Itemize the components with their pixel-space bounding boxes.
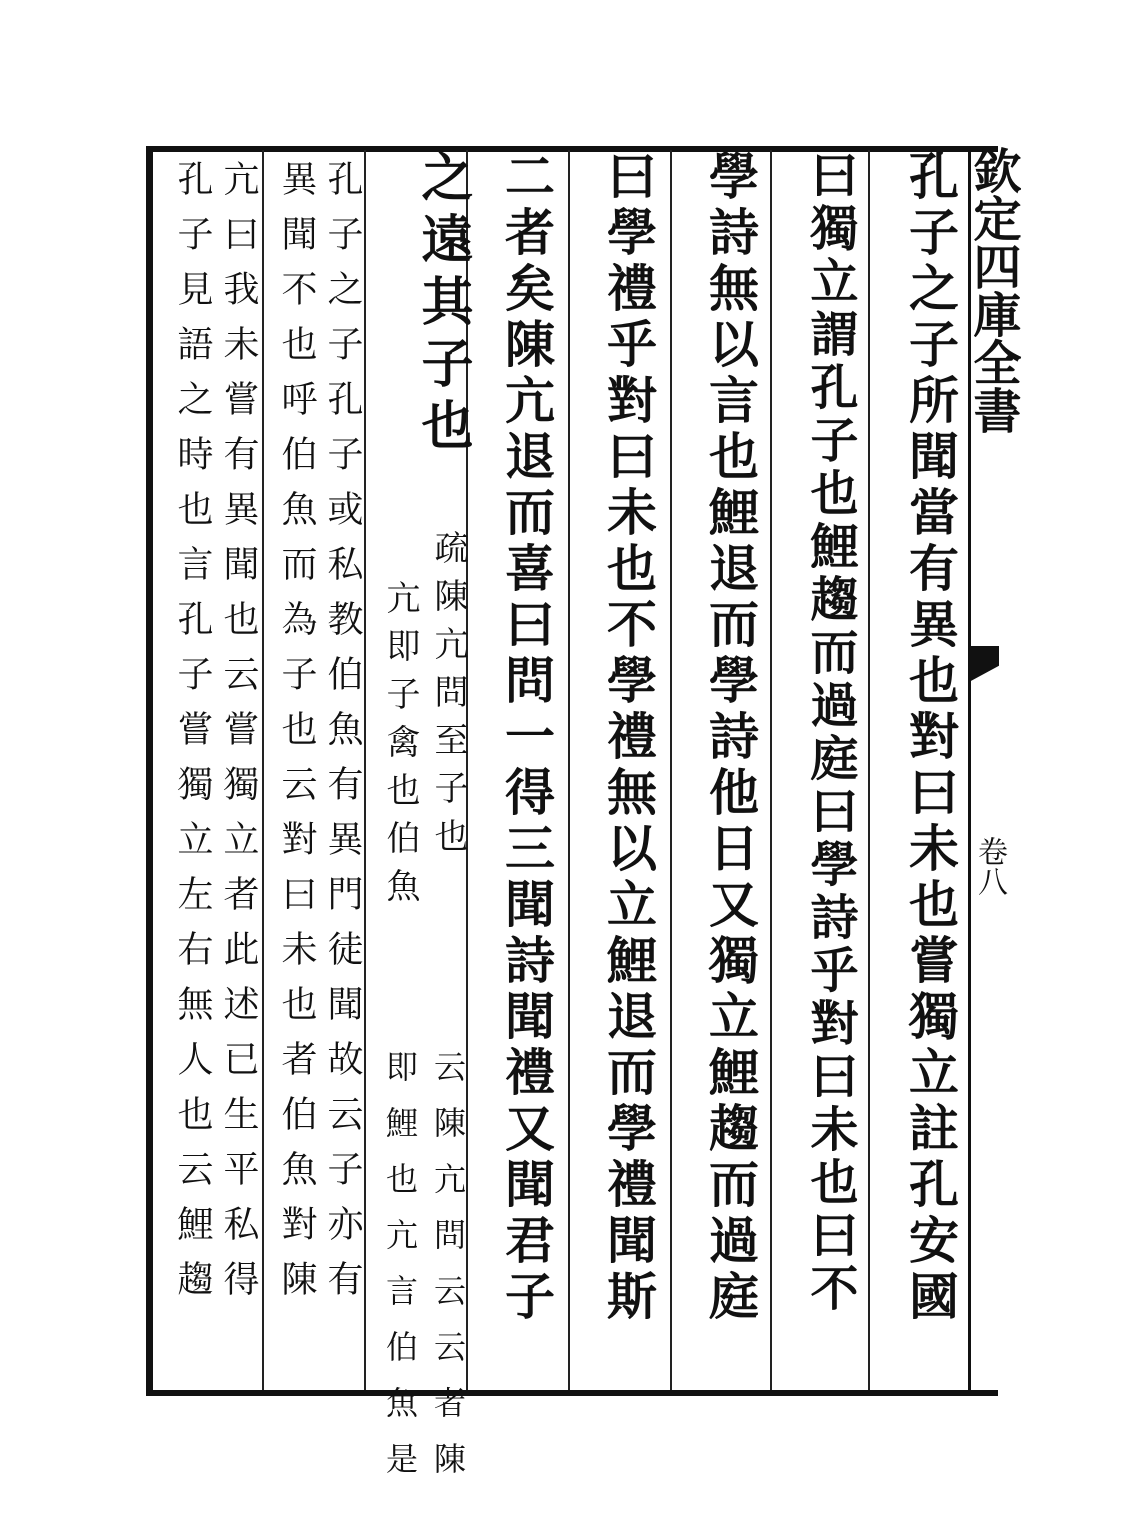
column-text: 曰學禮乎對曰未也不學禮無以立鯉退而學禮聞斯 <box>599 150 658 1326</box>
column-text: 之遠其子也 <box>412 150 473 460</box>
text-column-3 <box>680 150 766 1392</box>
volume-label: 卷八 <box>972 836 1007 896</box>
text-column-7 <box>268 150 363 1392</box>
commentary-left: 孔子見語之時也言孔子嘗獨立左右無人也云鯉趨 <box>172 160 213 1315</box>
column-text: 二者矣陳亢退而喜曰問一得三聞詩聞禮又聞君子 <box>497 150 556 1326</box>
commentary-left: 異聞不也呼伯魚而為子也云對曰未也者伯魚對陳 <box>276 160 317 1315</box>
column-text: 孔子之子所聞當有異也對曰未也嘗獨立註孔安國 <box>901 150 960 1326</box>
commentary-right: 云陳亢問云云者陳 <box>429 1050 467 1498</box>
commentary-left: 亢即子禽也伯魚 <box>380 580 420 916</box>
commentary-left: 即鯉也亢言伯魚是 <box>381 1050 419 1498</box>
text-column-4 <box>578 150 664 1392</box>
text-column-8 <box>162 150 258 1392</box>
commentary-right: 亢曰我未嘗有異聞也云嘗獨立者此述已生平私得 <box>218 160 259 1315</box>
column-text: 學詩無以言也鯉退而學詩他日又獨立鯉趨而過庭 <box>701 150 760 1326</box>
column-rule <box>262 150 264 1390</box>
commentary-right: 孔子之子孔子或私教伯魚有異門徒聞故云子亦有 <box>322 160 363 1315</box>
book-title: 欽定四庫全書 <box>965 146 1021 434</box>
text-column-1 <box>880 150 964 1392</box>
commentary-right: 疏陳亢問至子也 <box>428 530 468 866</box>
text-column-2 <box>780 150 866 1392</box>
text-column-6 <box>372 150 473 1498</box>
column-text: 曰獨立謂孔子也鯉趨而過庭曰學詩乎對曰未也曰不 <box>802 150 858 1316</box>
